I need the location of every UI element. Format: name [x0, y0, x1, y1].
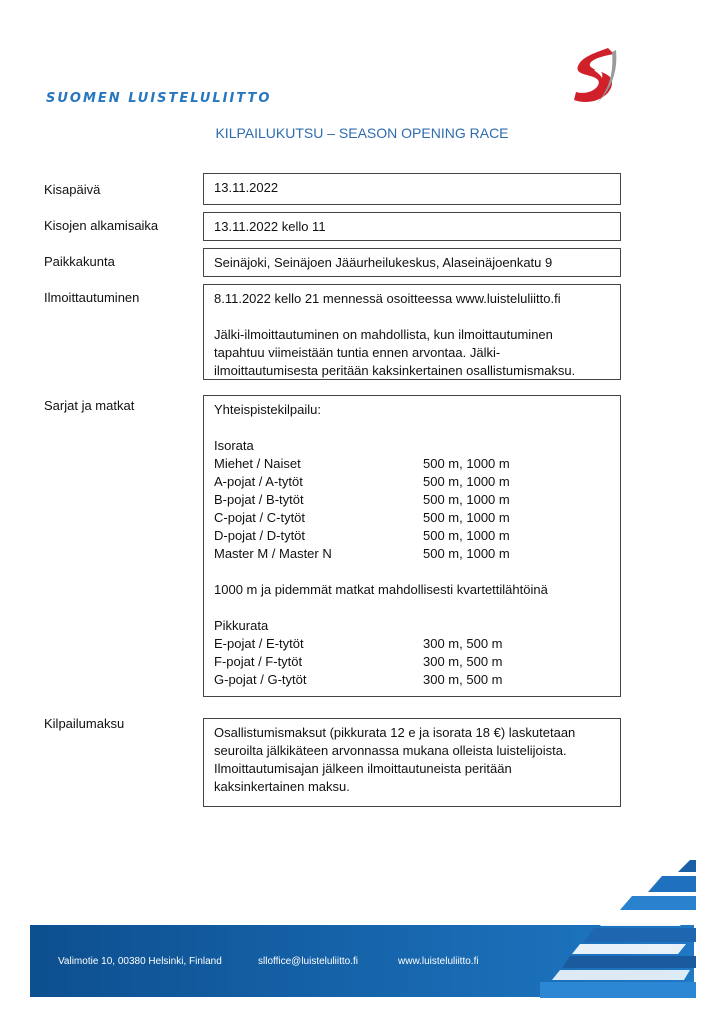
isorata-row [214, 473, 610, 491]
ilmoittautuminen-line: ilmoittautumisesta peritään kaksinkertainen osallistumismaksu. [214, 363, 576, 378]
category-distances: 500 m, 1000 m [423, 546, 510, 561]
label-kilpailumaksu: Kilpailumaksu [44, 716, 125, 731]
value-sarjat-box [203, 395, 621, 697]
ilmoittautuminen-line: Jälki-ilmoittautuminen on mahdollista, kun ilmoittautuminen [214, 327, 553, 342]
label-alkamisaika: Kisojen alkamisaika [44, 218, 159, 233]
category-name: Master M / Master N [214, 546, 332, 561]
value-kisapaiva-box [203, 173, 621, 205]
category-distances: 500 m, 1000 m [423, 456, 510, 471]
isorata-row [214, 527, 610, 545]
label-sarjat: Sarjat ja matkat [44, 398, 135, 413]
isorata-row [214, 455, 610, 473]
sarjat-heading: Yhteispistekilpailu: [214, 402, 321, 417]
value-alkamisaika-box [203, 212, 621, 241]
category-distances: 500 m, 1000 m [423, 492, 510, 507]
category-distances: 300 m, 500 m [423, 672, 503, 687]
category-name: E-pojat / E-tytöt [214, 636, 304, 651]
value-paikkakunta: Seinäjoki, Seinäjoen Jääurheilukeskus, Alaseinäjoenkatu 9 [214, 255, 553, 270]
isorata-row [214, 545, 610, 563]
category-name: A-pojat / A-tytöt [214, 474, 303, 489]
value-paikkakunta-box [203, 248, 621, 277]
kilpailumaksu-line: Osallistumismaksut (pikkurata 12 e ja isorata 18 €) laskutetaan [214, 725, 576, 740]
ilmoittautuminen-deadline: 8.11.2022 kello 21 mennessä osoitteessa www.luisteluliitto.fi [214, 291, 561, 306]
footer-stripes-decoration [540, 858, 696, 998]
isorata-row [214, 491, 610, 509]
category-distances: 500 m, 1000 m [423, 528, 510, 543]
organization-name: SUOMEN LUISTELULIITTO [46, 91, 272, 106]
value-ilmoittautuminen-box [203, 284, 621, 380]
label-ilmoittautuminen: Ilmoittautuminen [44, 290, 140, 305]
category-name: C-pojat / C-tytöt [214, 510, 306, 525]
sl-logo-icon [568, 44, 620, 108]
pikkurata-title: Pikkurata [214, 618, 269, 633]
label-paikkakunta: Paikkakunta [44, 254, 115, 269]
category-distances: 300 m, 500 m [423, 636, 503, 651]
category-name: Miehet / Naiset [214, 456, 301, 471]
isorata-row [214, 509, 610, 527]
value-alkamisaika: 13.11.2022 kello 11 [214, 219, 326, 234]
category-name: G-pojat / G-tytöt [214, 672, 307, 687]
category-name: F-pojat / F-tytöt [214, 654, 303, 669]
category-distances: 300 m, 500 m [423, 654, 503, 669]
category-distances: 500 m, 1000 m [423, 474, 510, 489]
quartet-note: 1000 m ja pidemmät matkat mahdollisesti kvartettilähtöinä [214, 582, 548, 597]
pikkurata-row [214, 671, 610, 689]
ilmoittautuminen-line: tapahtuu viimeistään tuntia ennen arvontaa. Jälki- [214, 345, 501, 360]
category-name: D-pojat / D-tytöt [214, 528, 306, 543]
kilpailumaksu-line: Ilmoittautumisajan jälkeen ilmoittautuneista peritään [214, 761, 512, 776]
value-kilpailumaksu-box [203, 718, 621, 807]
footer-address: Valimotie 10, 00380 Helsinki, Finland [58, 956, 222, 967]
kilpailumaksu-line: kaksinkertainen maksu. [214, 779, 350, 794]
isorata-title: Isorata [214, 438, 254, 453]
category-name: B-pojat / B-tytöt [214, 492, 304, 507]
pikkurata-row [214, 653, 610, 671]
kilpailumaksu-line: seuroilta jälkikäteen arvonnassa mukana olleista luistelijoista. [214, 743, 567, 758]
document-title: KILPAILUKUTSU – SEASON OPENING RACE [215, 125, 509, 141]
footer-website[interactable]: www.luisteluliitto.fi [398, 956, 479, 967]
label-kisapaiva: Kisapäivä [44, 182, 101, 197]
pikkurata-row [214, 635, 610, 653]
category-distances: 500 m, 1000 m [423, 510, 510, 525]
footer-email[interactable]: slloffice@luisteluliitto.fi [258, 956, 359, 967]
value-kisapaiva: 13.11.2022 [214, 180, 279, 195]
